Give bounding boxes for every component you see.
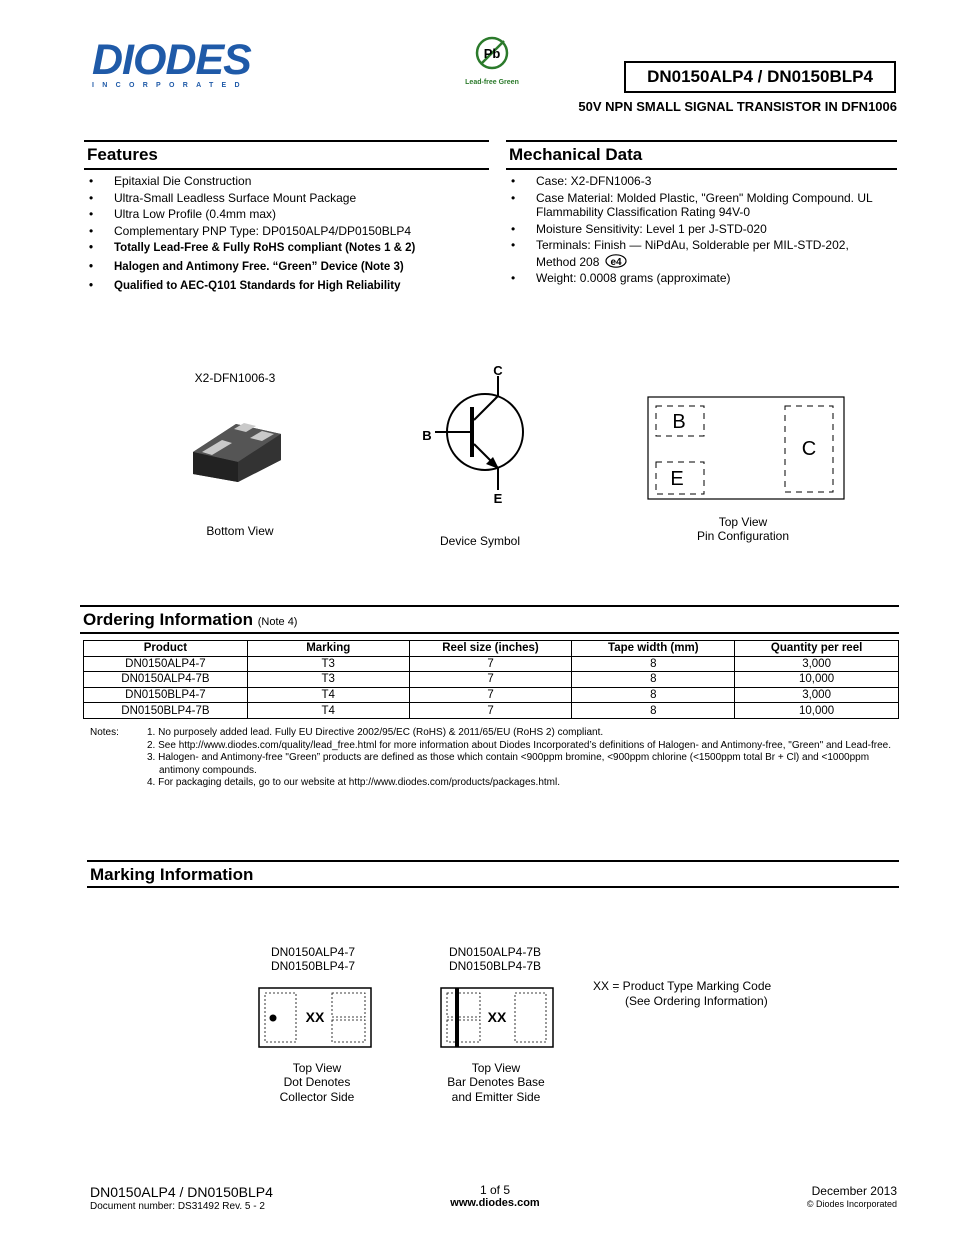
terminals-text: Terminals: Finish — NiPdAu, Solderable per MIL-STD-202, Method 208	[536, 238, 849, 269]
notes-section	[90, 727, 910, 807]
marking-top-view-dot	[258, 987, 373, 1049]
table-cell: 7	[409, 656, 572, 672]
marking-legend-2: (See Ordering Information)	[625, 994, 768, 1008]
pin-configuration-diagram	[647, 396, 845, 500]
notes-list	[147, 727, 907, 790]
note-item: 4. For packaging details, go to our website at http://www.diodes.com/products/packages.html.	[147, 777, 560, 788]
list-item: • Moisture Sensitivity: Level 1 per J-STD-020	[509, 221, 894, 238]
e4-badge-text: e4	[610, 256, 622, 268]
list-item: • Ultra Low Profile (0.4mm max)	[87, 206, 487, 223]
column-header: Marking	[247, 641, 409, 657]
column-header: Quantity per reel	[735, 641, 899, 657]
table-cell: 8	[572, 656, 735, 672]
list-item: • Qualified to AEC-Q101 Standards for High Reliability	[87, 277, 487, 296]
table-cell: 8	[572, 672, 735, 688]
mechanical-title: Mechanical Data	[509, 145, 643, 164]
table-row	[84, 656, 899, 672]
note-item: 3. Halogen- and Antimony-free "Green” products are defined as those which contain <900ppm bromine, <900ppm chlorine (<1500ppm total Br + Cl) and <1000ppm antimony compounds.	[147, 752, 870, 776]
lead-free-icon	[472, 34, 512, 72]
table-cell: 10,000	[735, 703, 899, 719]
footer-website[interactable]: www.diodes.com	[450, 1197, 540, 1209]
table-row	[84, 687, 899, 703]
note-item: 1. No purposely added lead. Fully EU Directive 2002/95/EC (RoHS) & 2011/65/EU (RoHS 2) compliant.	[147, 727, 604, 738]
list-item: • Case: X2-DFN1006-3	[509, 173, 894, 190]
footer-part: DN0150ALP4 / DN0150BLP4	[90, 1184, 273, 1200]
logo-subtitle: INCORPORATED	[92, 82, 248, 89]
table-cell: 3,000	[735, 656, 899, 672]
package-name: X2-DFN1006-3	[194, 371, 276, 385]
list-item: • Case Material: Molded Plastic, "Green" Molding Compound. UL Flammability Classification Rating 94V-0	[509, 191, 894, 219]
footer-date: December 2013	[811, 1184, 897, 1198]
ordering-title: Ordering Information	[83, 610, 253, 629]
footer-doc-number: Document number: DS31492 Rev. 5 - 2	[90, 1201, 265, 1212]
ordering-heading	[80, 605, 899, 634]
table-cell: DN0150ALP4-7	[84, 656, 248, 672]
table-cell: 8	[572, 687, 735, 703]
bottom-view-label: Bottom View	[206, 524, 274, 538]
features-list	[87, 173, 487, 296]
list-item: • Halogen and Antimony Free. “Green” Device (Note 3)	[87, 258, 487, 277]
logo-wordmark: DIODES	[92, 36, 251, 84]
table-cell: T4	[247, 687, 409, 703]
device-symbol-label: Device Symbol	[439, 534, 521, 548]
marking-top-view-bar	[440, 987, 555, 1049]
pin-configuration-label: Pin Configuration	[696, 529, 790, 543]
pb-symbol: Pb	[483, 46, 501, 61]
left-caption-2: Dot Denotes	[283, 1075, 351, 1089]
list-item: • Totally Lead-Free & Fully RoHS compliant (Notes 1 & 2)	[87, 239, 487, 258]
note-item: 2. See http://www.diodes.com/quality/lead_free.html for more information about Diodes Incorporated’s definitions of Halogen- and Antimony-free, "Green" and Lead-free.	[147, 739, 891, 751]
left-caption-1: Top View	[292, 1061, 342, 1075]
right-caption-3: and Emitter Side	[451, 1090, 541, 1104]
base-label: B	[422, 428, 432, 443]
list-item: • Complementary PNP Type: DP0150ALP4/DP0150BLP4	[87, 223, 487, 240]
table-cell: 10,000	[735, 672, 899, 688]
table-cell: 7	[409, 672, 572, 688]
table-cell: 7	[409, 687, 572, 703]
base-emitter-bar-icon	[455, 988, 459, 1047]
left-caption-3: Collector Side	[279, 1090, 355, 1104]
table-cell: DN0150BLP4-7B	[84, 703, 248, 719]
right-part-number-2: DN0150BLP4-7B	[448, 959, 542, 973]
lead-free-label: Lead-free Green	[465, 79, 519, 86]
list-item: • Ultra-Small Leadless Surface Mount Package	[87, 190, 487, 207]
diodes-logo	[92, 38, 278, 90]
table-cell: DN0150BLP4-7	[84, 687, 248, 703]
marking-legend-1: XX = Product Type Marking Code	[593, 979, 772, 993]
part-title: DN0150ALP4 / DN0150BLP4	[624, 61, 896, 93]
pin-b-label: B	[672, 411, 686, 433]
marking-code: XX	[305, 1009, 325, 1025]
mechanical-heading	[506, 140, 897, 170]
column-header: Reel size (inches)	[409, 641, 572, 657]
mechanical-list	[509, 173, 894, 287]
collector-label: C	[493, 363, 503, 378]
right-part-number-1: DN0150ALP4-7B	[448, 945, 542, 959]
table-cell: 7	[409, 703, 572, 719]
features-title: Features	[87, 145, 158, 164]
left-part-number-2: DN0150BLP4-7	[270, 959, 356, 973]
table-cell: T3	[247, 672, 409, 688]
collector-dot-icon	[270, 1015, 277, 1022]
ordering-note: (Note 4)	[257, 616, 298, 628]
column-header: Tape width (mm)	[572, 641, 735, 657]
list-item	[509, 237, 894, 270]
footer-page: 1 of 5	[479, 1183, 511, 1197]
table-header-row	[84, 641, 899, 657]
npn-transistor-symbol	[415, 362, 545, 512]
emitter-label: E	[493, 491, 503, 506]
marking-heading	[87, 860, 899, 888]
right-caption-2: Bar Denotes Base	[447, 1075, 545, 1089]
list-item: • Weight: 0.0008 grams (approximate)	[509, 270, 894, 287]
package-bottom-view-image	[188, 418, 284, 484]
table-cell: T4	[247, 703, 409, 719]
list-item: • Epitaxial Die Construction	[87, 173, 487, 190]
device-subtitle: 50V NPN SMALL SIGNAL TRANSISTOR IN DFN1006	[578, 99, 897, 114]
footer-copyright: © Diodes Incorporated	[806, 1199, 897, 1209]
lead-free-green-badge	[452, 34, 532, 86]
table-cell: 8	[572, 703, 735, 719]
left-part-number-1: DN0150ALP4-7	[270, 945, 356, 959]
table-row	[84, 672, 899, 688]
table-row	[84, 703, 899, 719]
marking-code: XX	[487, 1009, 507, 1025]
table-cell: T3	[247, 656, 409, 672]
e4-badge-icon	[605, 254, 627, 268]
table-cell: 3,000	[735, 687, 899, 703]
notes-label: Notes:	[90, 727, 119, 738]
marking-title: Marking Information	[90, 865, 254, 884]
ordering-table	[83, 640, 899, 719]
table-cell: DN0150ALP4-7B	[84, 672, 248, 688]
right-caption-1: Top View	[471, 1061, 521, 1075]
top-view-label: Top View	[718, 515, 768, 529]
column-header: Product	[84, 641, 248, 657]
features-heading	[84, 140, 489, 170]
pin-c-label: C	[801, 438, 817, 460]
pin-e-label: E	[670, 468, 684, 490]
